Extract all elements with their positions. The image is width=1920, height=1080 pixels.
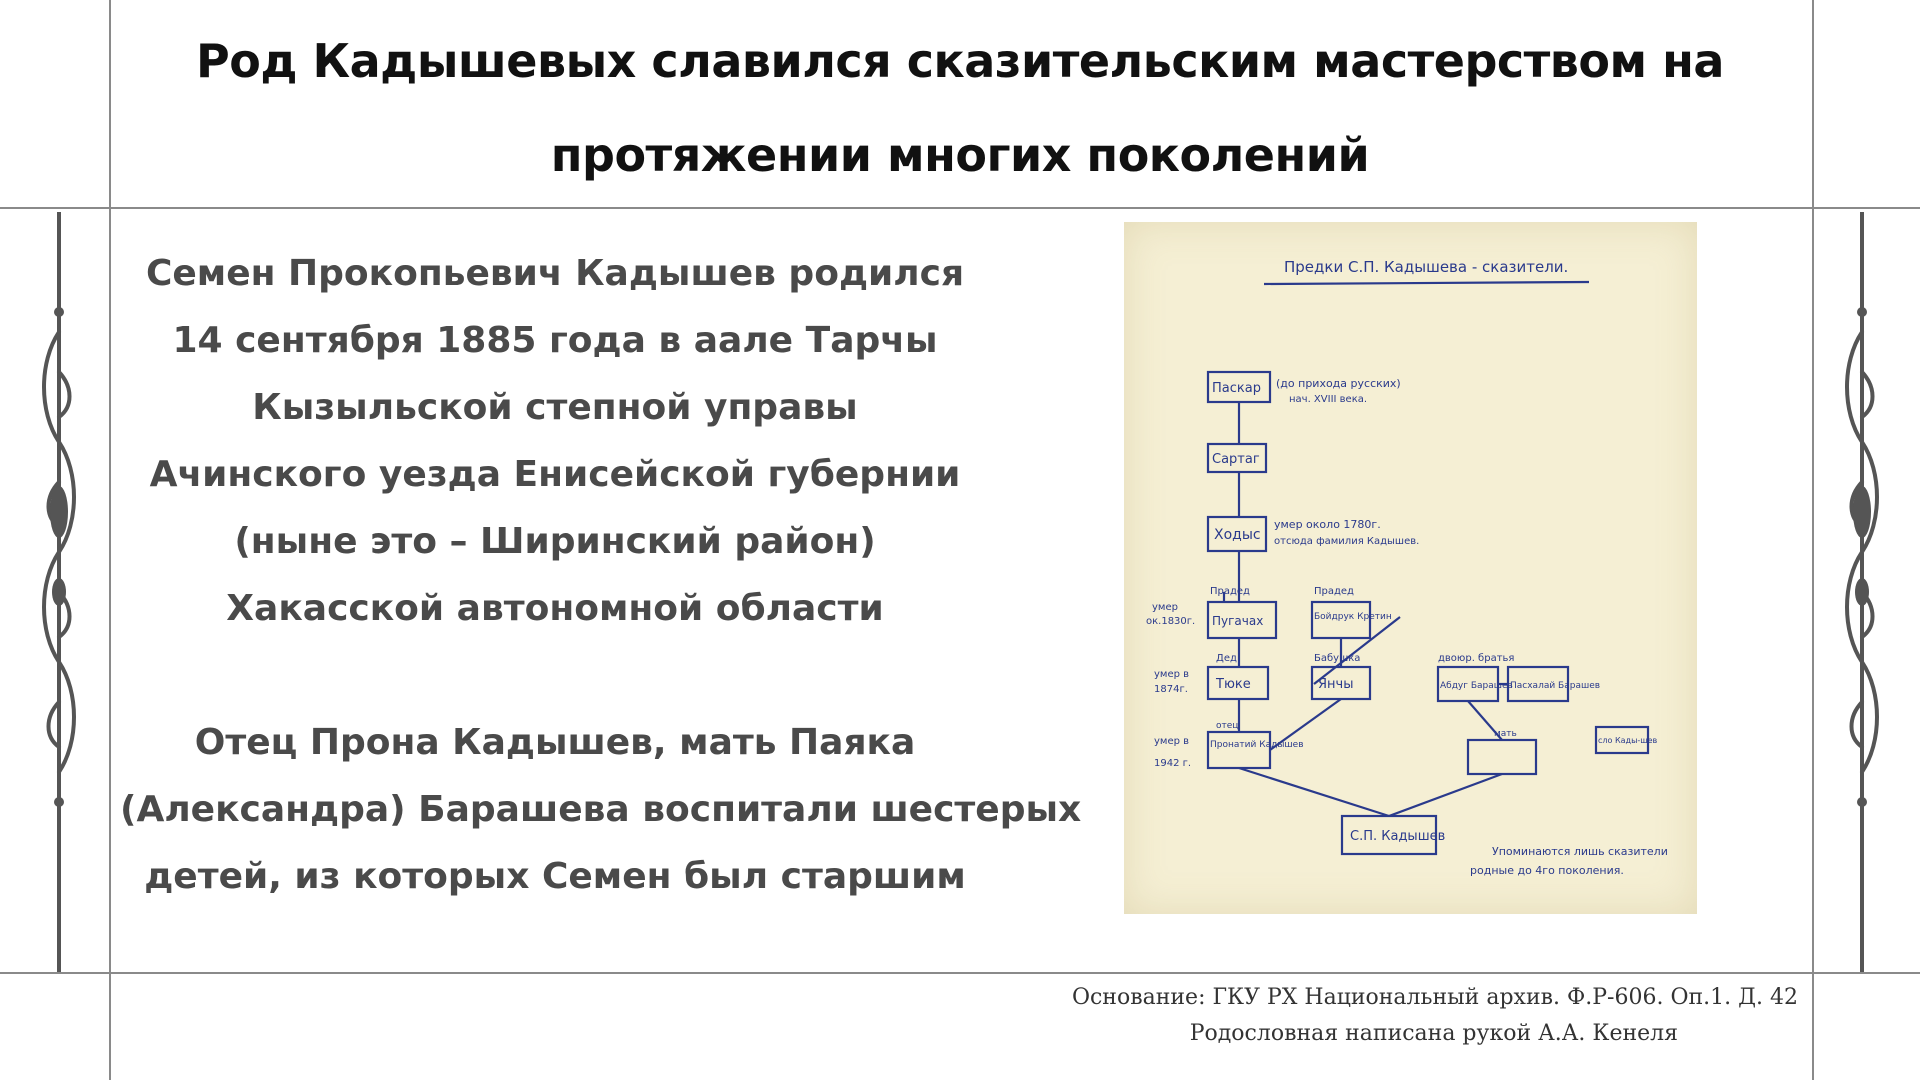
- note-died-3a: умер в: [1154, 736, 1190, 747]
- note-died-1a: умер: [1152, 602, 1178, 613]
- genealogy-document-image: [1124, 222, 1697, 914]
- title-line-2: протяжении многих поколений: [550, 128, 1370, 182]
- box-sp-kadyshev: С.П. Кадышев: [1350, 829, 1446, 844]
- frame-top-line: [0, 207, 1920, 209]
- box-tyuke: Тюке: [1216, 677, 1251, 692]
- note-died-2a: умер в: [1154, 669, 1190, 680]
- frame-right-line: [1812, 0, 1814, 1080]
- source-line-1: Основание: ГКУ РХ Национальный архив. Ф.Р-606. Оп.1. Д. 42: [1071, 985, 1798, 1010]
- bio-line: детей, из которых Семен был старшим: [144, 856, 966, 897]
- note-died-1b: ок.1830г.: [1146, 616, 1196, 627]
- left-ornament-icon: [37, 212, 81, 972]
- box-baidyk: Бойдрук Кретин: [1314, 612, 1392, 622]
- note-mat: мать: [1494, 729, 1517, 739]
- box-avdug: Абдуг Барашев: [1440, 681, 1513, 691]
- box-paskar: Паскар: [1212, 381, 1261, 396]
- bio-line: Ачинского уезда Енисейской губернии: [149, 454, 961, 495]
- note-khadys-2: отсюда фамилия Кадышев.: [1274, 536, 1420, 547]
- box-khadys: Ходыс: [1214, 527, 1261, 543]
- page-title: [110, 18, 1810, 198]
- note-dvoyur: двоюр. братья: [1438, 653, 1515, 664]
- bio-line: Хакасской автономной области: [226, 588, 884, 629]
- frame-bottom-line: [0, 972, 1920, 974]
- right-ornament-icon: [1840, 212, 1884, 972]
- note-paskar-1: (до прихода русских): [1276, 377, 1401, 390]
- bio-line: Кызыльской степной управы: [252, 387, 858, 428]
- note-paskar-2: нач. XVIII века.: [1289, 394, 1368, 405]
- document-heading: Предки С.П. Кадышева - сказители.: [1284, 258, 1569, 276]
- note-khadys-1: умер около 1780г.: [1274, 518, 1381, 531]
- box-pronatiy: Пронатий Кадышев: [1210, 740, 1304, 750]
- bio-line: 14 сентября 1885 года в аале Тарчы: [172, 320, 938, 361]
- note-babushka: Бабушка: [1314, 653, 1361, 664]
- box-yanyu: Янчы: [1318, 677, 1354, 692]
- note-died-2b: 1874г.: [1154, 684, 1188, 695]
- note-praded-2: Прадед: [1314, 586, 1354, 597]
- bio-line: (Александра) Барашева воспитали шестерых: [120, 789, 1082, 830]
- source-line-2: Родословная написана рукой А.А. Кенеля: [1189, 1021, 1678, 1046]
- paragraph-gap: [120, 642, 990, 709]
- box-paskhalai: Пасхалай Барашев: [1510, 681, 1601, 691]
- note-ded: Дед: [1216, 653, 1237, 664]
- box-side: сло Кады-шев: [1598, 736, 1658, 745]
- biography-text: [120, 240, 1082, 910]
- box-pugachakh: Пугачах: [1212, 614, 1264, 628]
- bio-line: Отец Прона Кадышев, мать Паяка: [194, 722, 916, 763]
- note-died-3b: 1942 г.: [1154, 758, 1192, 769]
- bio-line: Семен Прокопьевич Кадышев родился: [145, 253, 965, 294]
- bio-line: (ныне это – Ширинский район): [234, 521, 876, 562]
- note-bottom-1: Упоминаются лишь сказители: [1492, 845, 1668, 858]
- box-sartag: Сартаг: [1212, 452, 1260, 467]
- source-caption: [898, 980, 1798, 1052]
- note-otets: отец: [1216, 721, 1239, 731]
- note-praded-1: Прадед: [1210, 586, 1250, 597]
- title-line-1: Род Кадышевых славился сказительским мастерством на: [196, 34, 1724, 88]
- note-bottom-2: родные до 4го поколения.: [1470, 864, 1624, 877]
